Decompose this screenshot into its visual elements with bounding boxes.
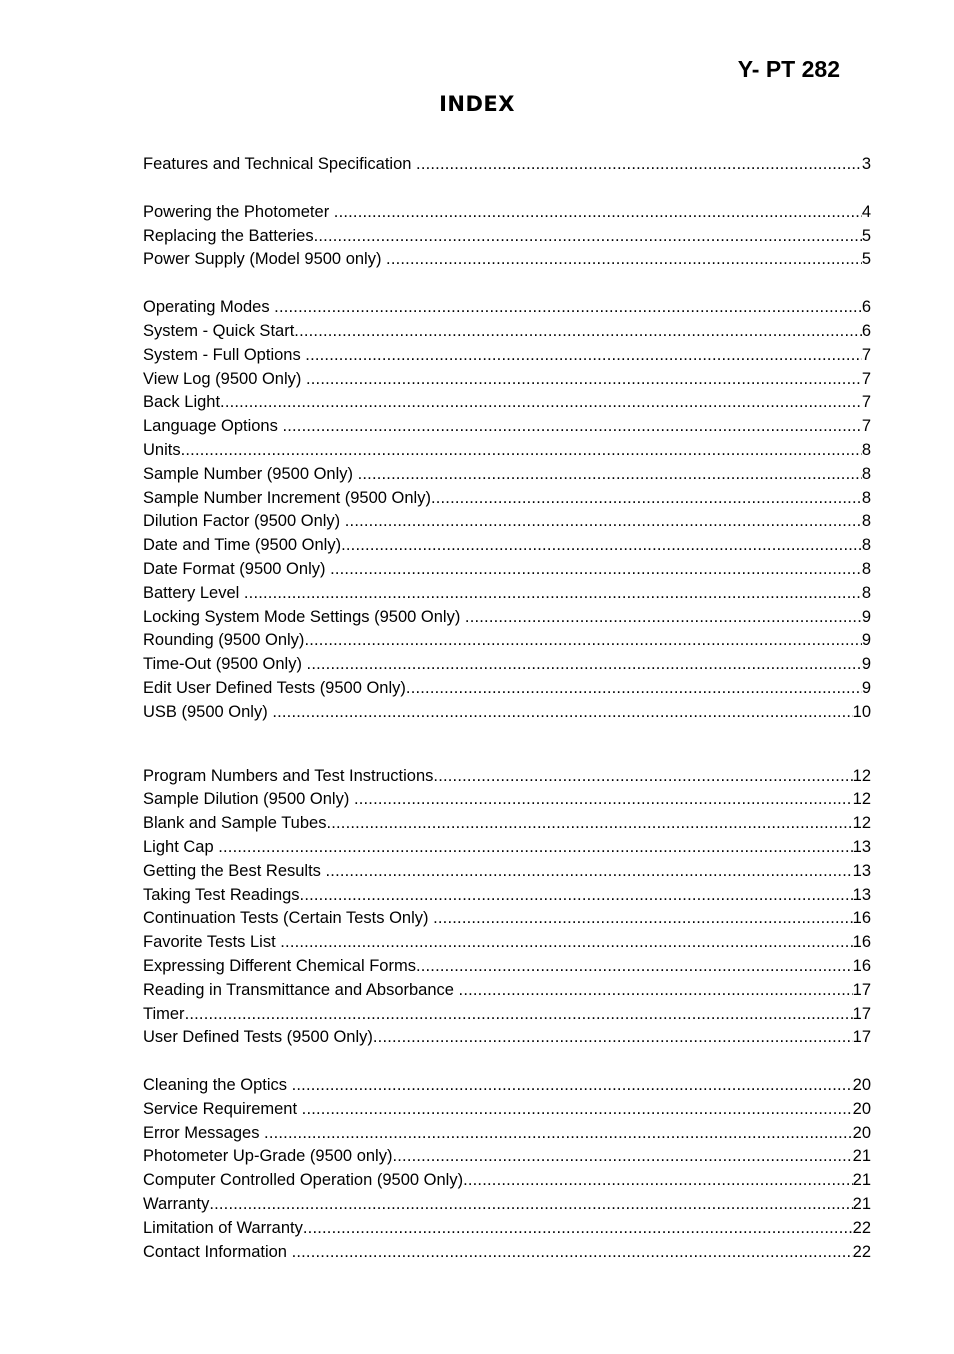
toc-entry-page-number: 8	[861, 488, 871, 507]
toc-entry-label: Time-Out (9500 Only)	[143, 655, 307, 674]
dot-leader	[465, 608, 862, 627]
toc-entry-page-number: 9	[861, 607, 871, 626]
toc-entry-label: USB (9500 Only)	[143, 702, 273, 721]
toc-entry[interactable]	[143, 957, 871, 981]
toc-entry-page-number: 8	[861, 559, 871, 578]
toc-entry[interactable]	[143, 370, 871, 394]
dot-leader	[292, 1076, 853, 1095]
toc-entry[interactable]	[143, 1147, 871, 1171]
toc-entry[interactable]	[143, 1005, 871, 1029]
dot-leader	[292, 1243, 853, 1262]
toc-entry-label: Photometer Up-Grade (9500 only)	[143, 1147, 393, 1166]
toc-entry[interactable]	[143, 790, 871, 814]
dot-leader	[459, 981, 853, 1000]
toc-entry-page-number: 22	[852, 1242, 871, 1261]
toc-entry-label: Sample Dilution (9500 Only)	[143, 790, 354, 809]
toc-entry-page-number: 6	[861, 298, 871, 317]
toc-entry-page-number: 6	[861, 321, 871, 340]
dot-leader	[282, 417, 861, 436]
toc-entry-page-number: 21	[852, 1171, 871, 1190]
toc-entry[interactable]	[143, 346, 871, 370]
toc-entry-label: Expressing Different Chemical Forms	[143, 956, 416, 975]
toc-entry-label: Features and Technical Specification	[143, 155, 417, 173]
page-title: INDEX	[439, 92, 515, 116]
toc-section	[143, 298, 871, 726]
toc-entry-label: Taking Test Readings	[143, 885, 300, 904]
dot-leader	[209, 1195, 852, 1214]
toc-entry[interactable]	[143, 933, 871, 957]
toc-entry[interactable]	[143, 655, 871, 679]
toc-entry-label: Favorite Tests List	[143, 933, 281, 952]
toc-entry[interactable]	[143, 417, 871, 441]
toc-entry-page-number: 12	[852, 814, 871, 833]
toc-entry-page-number: 7	[861, 417, 871, 436]
toc-entry-page-number: 17	[852, 980, 871, 999]
toc-entry[interactable]	[143, 1100, 871, 1124]
toc-entry-page-number: 8	[861, 512, 871, 531]
dot-leader	[300, 886, 853, 905]
toc-entry-page-number: 8	[861, 440, 871, 459]
dot-leader	[433, 909, 853, 928]
dot-leader	[218, 838, 852, 857]
toc-entry-label: Blank and Sample Tubes	[143, 814, 327, 833]
dot-leader	[181, 441, 862, 460]
toc-entry[interactable]	[143, 1124, 871, 1148]
toc-entry-page-number: 7	[861, 369, 871, 388]
toc-entry-label: Edit User Defined Tests (9500 Only)	[143, 678, 406, 697]
dot-leader	[326, 814, 852, 833]
dot-leader	[272, 703, 852, 722]
dot-leader	[341, 536, 862, 555]
toc-entry[interactable]	[143, 1076, 871, 1100]
toc-entry-page-number: 13	[852, 885, 871, 904]
toc-entry[interactable]	[143, 679, 871, 703]
toc-entry-page-number: 3	[861, 155, 871, 173]
toc-entry-label: System - Quick Start	[143, 321, 295, 340]
dot-leader	[274, 298, 862, 317]
toc-entry-page-number: 21	[852, 1147, 871, 1166]
dot-leader	[326, 862, 853, 881]
toc-entry-label: Dilution Factor (9500 Only)	[143, 512, 345, 531]
toc-entry-label: System - Full Options	[143, 345, 306, 364]
toc-entry-page-number: 16	[852, 956, 871, 975]
toc-entry-page-number: 8	[861, 536, 871, 555]
toc-entry-page-number: 10	[852, 702, 871, 721]
dot-leader	[373, 1028, 853, 1047]
dot-leader	[244, 584, 862, 603]
toc-entry[interactable]	[143, 584, 871, 608]
toc-entry-page-number: 17	[852, 1004, 871, 1023]
toc-section	[143, 1076, 871, 1266]
dot-leader	[306, 370, 862, 389]
dot-leader	[358, 465, 862, 484]
toc-entry-label: Cleaning the Optics	[143, 1076, 292, 1095]
dot-leader	[386, 250, 862, 269]
toc-entry-label: Language Options	[143, 417, 283, 436]
toc-entry-page-number: 8	[861, 583, 871, 602]
toc-entry-label: Computer Controlled Operation (9500 Only)	[143, 1171, 464, 1190]
toc-entry-page-number: 22	[852, 1218, 871, 1237]
toc-entry-page-number: 7	[861, 345, 871, 364]
dot-leader	[433, 767, 852, 786]
toc-entry[interactable]	[143, 560, 871, 584]
toc-entry-page-number: 13	[852, 837, 871, 856]
dot-leader	[280, 933, 852, 952]
toc-entry[interactable]	[143, 1171, 871, 1195]
toc-entry-page-number: 5	[861, 226, 871, 245]
toc-entry[interactable]	[143, 981, 871, 1005]
toc-entry[interactable]	[143, 250, 871, 274]
toc-entry-page-number: 7	[861, 393, 871, 412]
dot-leader	[314, 227, 862, 246]
dot-leader	[354, 790, 853, 809]
toc-entry-label: User Defined Tests (9500 Only)	[143, 1028, 373, 1047]
toc-entry-label: Contact Information	[143, 1242, 292, 1261]
toc-entry[interactable]	[143, 608, 871, 632]
dot-leader	[334, 203, 862, 222]
toc-entry-label: Operating Modes	[143, 298, 275, 317]
toc-entry[interactable]	[143, 298, 871, 322]
toc-entry-page-number: 8	[861, 464, 871, 483]
toc-entry[interactable]	[143, 322, 871, 346]
dot-leader	[304, 631, 861, 650]
toc-entry[interactable]	[143, 536, 871, 560]
toc-entry[interactable]	[143, 838, 871, 862]
toc-entry-label: Rounding (9500 Only)	[143, 631, 305, 650]
toc-section	[143, 203, 871, 274]
dot-leader	[307, 655, 862, 674]
toc-entry-label: Powering the Photometer	[143, 202, 334, 221]
toc-entry-page-number: 21	[852, 1195, 871, 1214]
dot-leader	[345, 512, 862, 531]
toc-section	[143, 155, 871, 179]
dot-leader	[294, 322, 862, 341]
document-code: Y- PT 282	[737, 56, 840, 82]
toc-entry[interactable]	[143, 703, 871, 727]
toc-entry[interactable]	[143, 465, 871, 489]
toc-entry-label: Program Numbers and Test Instructions	[143, 766, 434, 785]
dot-leader	[302, 1100, 853, 1119]
toc-entry-label: Power Supply (Model 9500 only)	[143, 250, 387, 269]
table-of-contents	[143, 155, 871, 1266]
toc-entry[interactable]	[143, 1243, 871, 1267]
toc-entry[interactable]	[143, 767, 871, 791]
toc-entry-page-number: 9	[861, 678, 871, 697]
toc-entry-label: Locking System Mode Settings (9500 Only)	[143, 607, 465, 626]
toc-entry[interactable]	[143, 814, 871, 838]
dot-leader	[431, 489, 862, 508]
toc-entry[interactable]	[143, 1219, 871, 1243]
toc-entry-label: Reading in Transmittance and Absorbance	[143, 980, 459, 999]
toc-entry-page-number: 16	[852, 909, 871, 928]
toc-entry-page-number: 5	[861, 250, 871, 269]
toc-entry-page-number: 4	[861, 202, 871, 221]
toc-entry-label: Back Light	[143, 393, 221, 412]
dot-leader	[416, 957, 853, 976]
toc-entry-page-number: 17	[852, 1028, 871, 1047]
toc-entry[interactable]	[143, 203, 871, 227]
toc-entry-label: Units	[143, 440, 181, 459]
toc-section	[143, 767, 871, 1053]
toc-entry-page-number: 12	[852, 790, 871, 809]
dot-leader	[220, 393, 862, 412]
toc-entry-label: Getting the Best Results	[143, 861, 326, 880]
toc-entry-label: Error Messages	[143, 1123, 265, 1142]
toc-entry[interactable]	[143, 886, 871, 910]
toc-entry-page-number: 20	[852, 1076, 871, 1095]
toc-entry-label: Date and Time (9500 Only)	[143, 536, 342, 555]
toc-entry-page-number: 16	[852, 933, 871, 952]
toc-entry-label: Replacing the Batteries	[143, 226, 314, 245]
toc-entry[interactable]	[143, 489, 871, 513]
toc-entry[interactable]	[143, 631, 871, 655]
dot-leader	[392, 1147, 852, 1166]
toc-entry-page-number: 13	[852, 861, 871, 880]
toc-entry[interactable]	[143, 909, 871, 933]
toc-entry[interactable]	[143, 512, 871, 536]
dot-leader	[416, 155, 862, 174]
toc-entry-label: View Log (9500 Only)	[143, 369, 306, 388]
toc-entry-label: Continuation Tests (Certain Tests Only)	[143, 909, 434, 928]
dot-leader	[463, 1171, 853, 1190]
toc-entry-label: Battery Level	[143, 583, 244, 602]
toc-entry[interactable]	[143, 1195, 871, 1219]
toc-entry[interactable]	[143, 441, 871, 465]
toc-entry-label: Light Cap	[143, 837, 219, 856]
toc-entry[interactable]	[143, 1028, 871, 1052]
toc-entry-page-number: 9	[861, 655, 871, 674]
toc-entry[interactable]	[143, 155, 871, 179]
toc-entry-label: Limitation of Warranty	[143, 1218, 303, 1237]
toc-entry-page-number: 12	[852, 766, 871, 785]
toc-entry-page-number: 9	[861, 631, 871, 650]
toc-entry-label: Sample Number (9500 Only)	[143, 464, 358, 483]
toc-entry[interactable]	[143, 227, 871, 251]
toc-entry-label: Timer	[143, 1004, 185, 1023]
dot-leader	[406, 679, 862, 698]
toc-entry-page-number: 20	[852, 1123, 871, 1142]
dot-leader	[303, 1219, 853, 1238]
dot-leader	[305, 346, 862, 365]
dot-leader	[185, 1005, 853, 1024]
toc-entry-page-number: 20	[852, 1099, 871, 1118]
toc-entry-label: Service Requirement	[143, 1099, 302, 1118]
toc-entry-label: Sample Number Increment (9500 Only)	[143, 488, 431, 507]
toc-entry[interactable]	[143, 393, 871, 417]
dot-leader	[264, 1124, 853, 1143]
toc-entry[interactable]	[143, 862, 871, 886]
toc-entry-label: Date Format (9500 Only)	[143, 559, 331, 578]
toc-entry-label: Warranty	[143, 1195, 210, 1214]
dot-leader	[330, 560, 862, 579]
